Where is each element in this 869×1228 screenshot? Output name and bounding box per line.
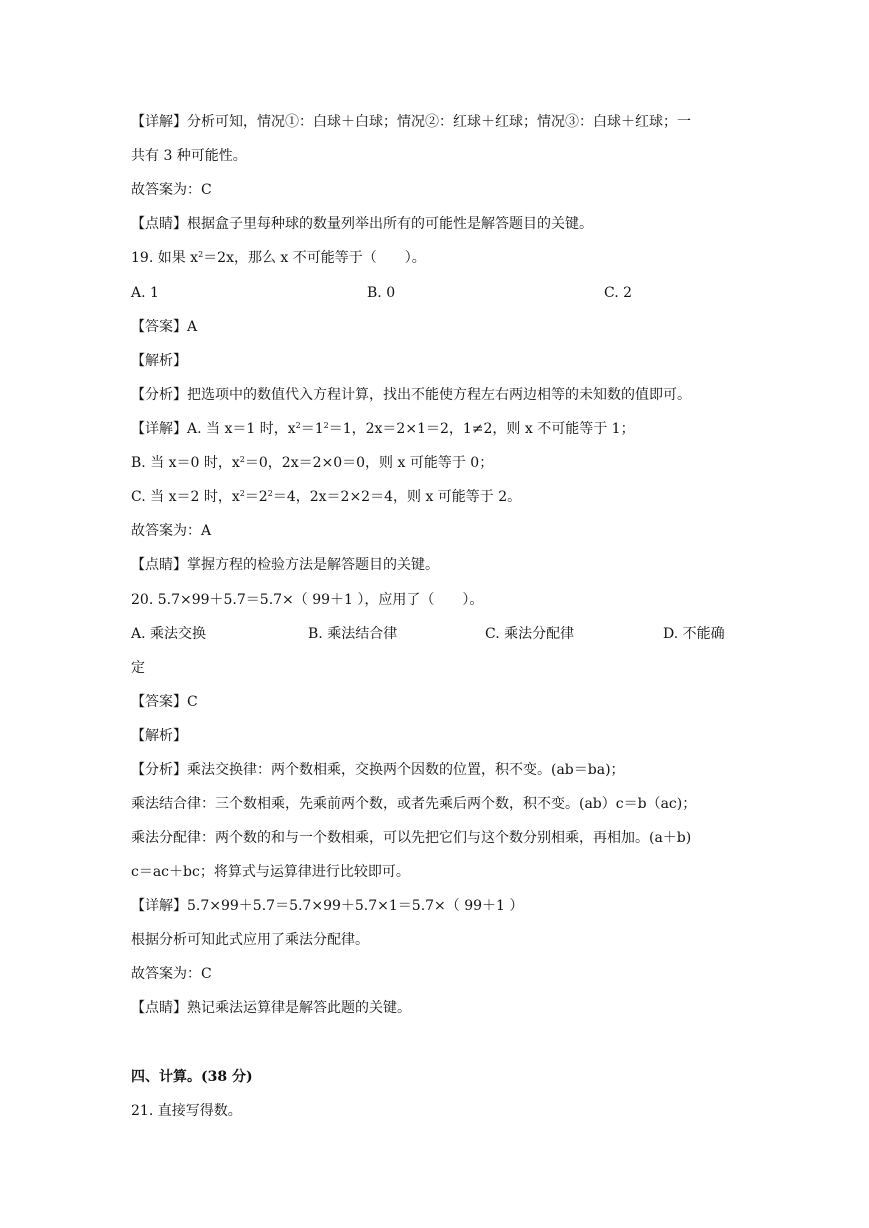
q19-detail-a: 【详解】A. 当 x＝1 时，$x^2=1^2=1$，2x＝2×1＝2，1≠2，则 x 不可能等于 1； [131, 421, 635, 437]
q20-option-a: A. 乘法交换 [131, 626, 207, 642]
q20-answer-statement: 故答案为：C [131, 966, 212, 982]
tip-text: 【点睛】根据盒子里每种球的数量列举出所有的可能性是解答题目的关键。 [131, 216, 593, 232]
q19-option-b: B. 0 [367, 285, 396, 301]
q20-analysis-line-4: c＝ac＋bc；将算式与运算律进行比较即可。 [131, 864, 410, 880]
question-21-stem: 21. 直接写得数。 [131, 1103, 242, 1119]
q20-option-b: B. 乘法结合律 [308, 626, 398, 642]
q20-detail-2: 根据分析可知此式应用了乘法分配律。 [131, 932, 369, 948]
detail-text: 【详解】分析可知，情况①：白球＋白球；情况②：红球＋红球；情况③：白球＋红球；一 [131, 114, 691, 130]
q20-option-c: C. 乘法分配律 [485, 626, 575, 642]
question-19-stem: 19. 如果 $x^2=2x$，那么 x 不可能等于（ ）。 [131, 250, 426, 266]
q19-option-a: A. 1 [131, 285, 159, 301]
q19-answer: 【答案】A [131, 319, 198, 335]
q19-detail-b: B. 当 x＝0 时，$x^2=0$，2x＝2×0＝0，则 x 可能等于 0； [131, 455, 494, 471]
q20-analysis-line-1: 【分析】乘法交换律：两个数相乘，交换两个因数的位置，积不变。(ab＝ba)； [131, 762, 625, 778]
answer-statement: 故答案为：C [131, 182, 212, 198]
q20-option-d-wrap: 定 [131, 660, 145, 676]
q20-option-d: D. 不能确 [663, 626, 725, 642]
q20-answer: 【答案】C [131, 694, 198, 710]
q20-analysis-line-2: 乘法结合律：三个数相乘，先乘前两个数，或者先乘后两个数，积不变。(ab）c＝b（ac)； [131, 796, 697, 812]
q20-detail: 【详解】5.7×99＋5.7＝5.7×99＋5.7×1＝5.7×（ 99＋1 ） [131, 898, 524, 914]
detail-text-cont: 共有 3 种可能性。 [131, 148, 247, 164]
q20-tip: 【点睛】熟记乘法运算律是解答此题的关键。 [131, 1000, 411, 1016]
q19-analysis: 【分析】把选项中的数值代入方程计算，找出不能使方程左右两边相等的未知数的值即可。 [131, 387, 691, 403]
question-20-stem: 20. 5.7×99＋5.7＝5.7×（ 99＋1 ），应用了（ ）。 [131, 592, 484, 608]
q20-analysis-line-3: 乘法分配律：两个数的和与一个数相乘，可以先把它们与这个数分别相乘，再相加。(a＋b) [131, 830, 692, 846]
q19-analysis-heading: 【解析】 [131, 353, 187, 369]
section-4-title: 四、计算。(38 分) [131, 1069, 253, 1085]
q20-analysis-heading: 【解析】 [131, 728, 187, 744]
q19-answer-statement: 故答案为：A [131, 523, 212, 539]
q19-detail-c: C. 当 x＝2 时，$x^2=2^2=4$，2x＝2×2＝4，则 x 可能等于 2。 [131, 489, 522, 505]
q19-tip: 【点睛】掌握方程的检验方法是解答题目的关键。 [131, 557, 439, 573]
q19-option-c: C. 2 [604, 285, 633, 301]
